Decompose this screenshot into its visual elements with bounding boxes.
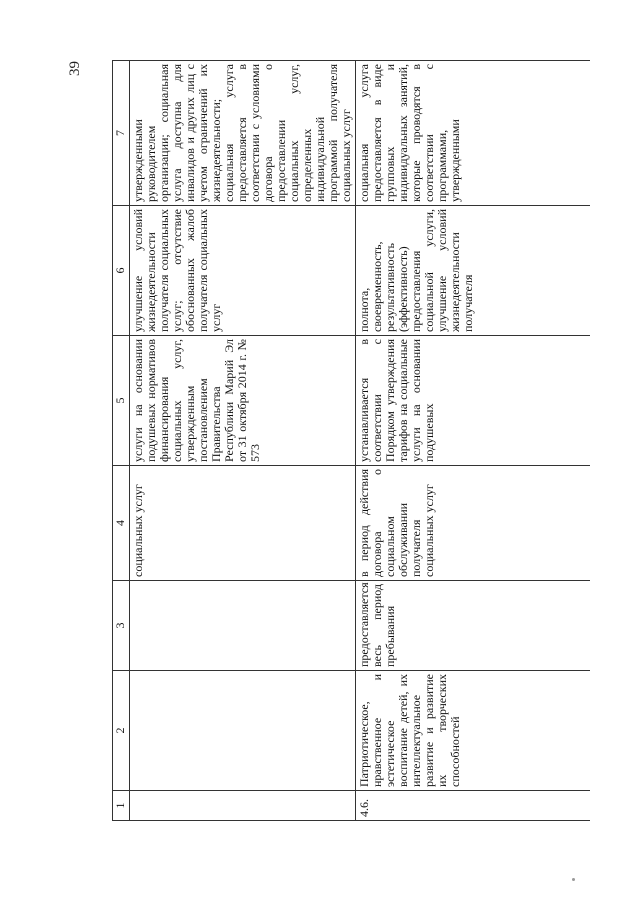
cell-num: 4.6. [356,791,591,821]
cell-num [130,791,356,821]
header-cell: 1 [113,791,130,821]
header-cell: 2 [113,671,130,791]
table-row [356,61,591,821]
header-cell: 5 [113,336,130,466]
cell-name [130,671,356,791]
table-row [130,61,356,821]
header-cell: 7 [113,61,130,206]
cell-conditions: утвержденными руководителем организации; социальная услуга доступна для инвалидов и других лиц с учетом ограничений их жизнедеятельности; социальная услуга предоставляется в соответствии с условиями договора о предоставлении социальных услуг, определенных индивидуальной программой получателя социальных услуг [130,61,356,206]
cell-quality: улучшение условий жизнедеятельности получателя социальных услуг; отсутствие обоснованных жалоб получателя социальных услуг [130,206,356,336]
rotated-table-area [112,61,612,821]
cell-term: социальных услуг [130,466,356,581]
cell-tariff: услуги на основании подушевых нормативов финансирования социальных услуг, утвержденным постановлением Правительства Республики Марий Эл от 31 октября 2014 г. № 573 [130,336,356,466]
page-number: 39 [67,61,83,76]
header-cell: 3 [113,581,130,671]
services-table [112,60,590,821]
header-cell: 6 [113,206,130,336]
cell-quality: полнота, своевременность, результативность (эффективность) предоставления социальной услуги, улучшение условий жизнедеятельности получателя [356,206,591,336]
cell-name: Патриотическое, нравственное и эстетическое воспитание детей, их интеллектуальное развитие и развитие их творческих способностей [356,671,591,791]
cell-conditions: социальная услуга предоставляется в виде групповых и индивидуальных занятий, которые проводятся в соответствии с программами, утвержденными [356,61,591,206]
cell-tariff: устанавливается в соответствии с Порядком утверждения тарифов на социальные услуги на основании подушевых [356,336,591,466]
table-container [112,61,612,821]
cell-period: предоставляется весь период пребывания [356,581,591,671]
header-cell: 4 [113,466,130,581]
cell-term: в период действия договора о социальном обслуживании получателя социальных услуг [356,466,591,581]
cell-period [130,581,356,671]
header-row [113,61,130,821]
scan-artifact [572,878,575,881]
